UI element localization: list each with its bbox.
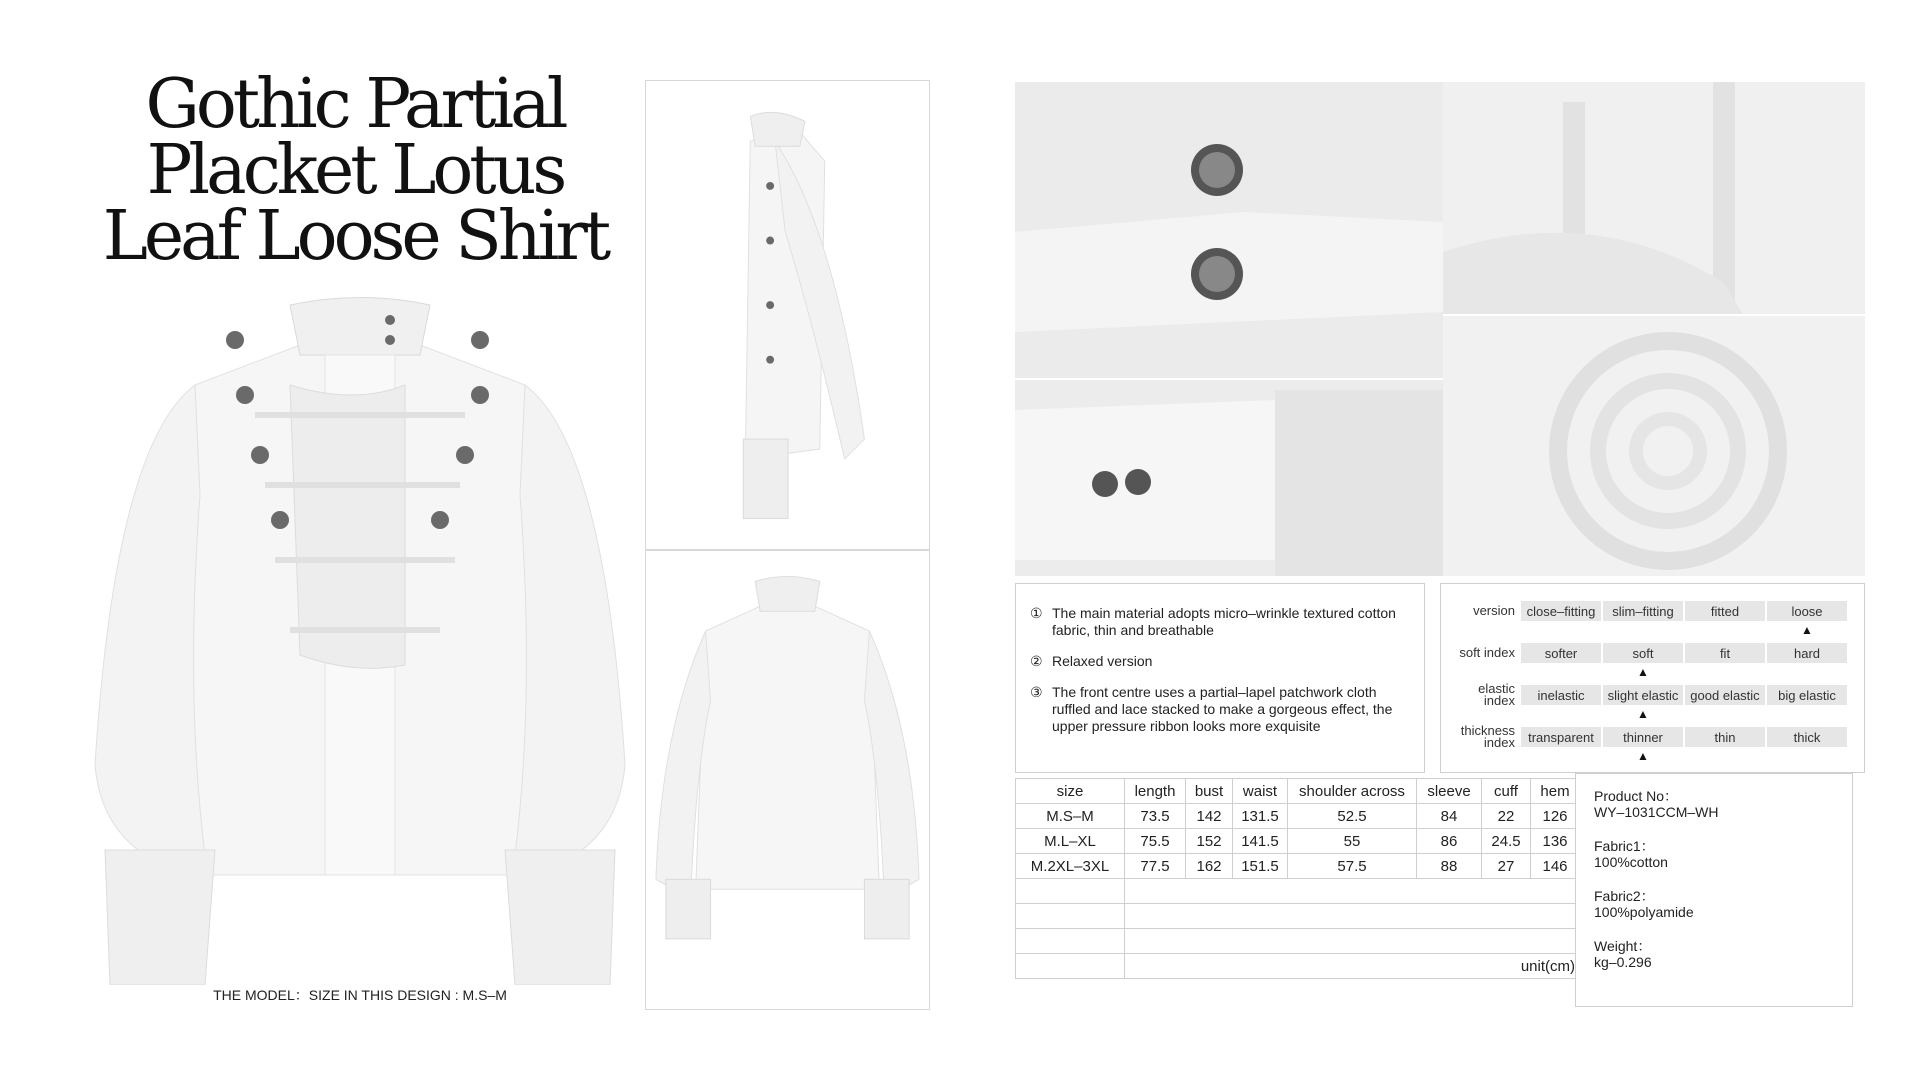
- feature-text: Relaxed version: [1052, 653, 1153, 669]
- weight: Weight： kg–0.296: [1594, 938, 1652, 970]
- column-header: cuff: [1482, 779, 1531, 804]
- title-line: Gothic Partial: [145, 65, 565, 144]
- index-option-selected: soft ▲: [1603, 643, 1683, 663]
- table-row-unit: [1016, 954, 1580, 979]
- selected-marker-icon: ▲: [1637, 749, 1649, 763]
- table-row-empty: [1016, 929, 1580, 954]
- fabric-swirl-photo: [1443, 316, 1865, 576]
- title-line: Leaf Loose Shirt: [102, 197, 608, 276]
- index-option: transparent: [1521, 727, 1601, 747]
- index-option: slim–fitting: [1603, 601, 1683, 621]
- column-header: length: [1125, 779, 1186, 804]
- index-option: thick: [1767, 727, 1847, 747]
- index-option: inelastic: [1521, 685, 1601, 705]
- index-row-version: [1445, 590, 1849, 637]
- fabric1: Fabric1： 100%cotton: [1594, 838, 1668, 870]
- size-header-row: [1016, 779, 1580, 804]
- features-list: [1030, 605, 1415, 749]
- index-option-selected: loose ▲: [1767, 601, 1847, 621]
- index-row-soft: [1445, 632, 1849, 679]
- index-option: fit: [1685, 643, 1765, 663]
- index-option-selected: slight elastic ▲: [1603, 685, 1683, 705]
- column-header: waist: [1233, 779, 1288, 804]
- index-option: softer: [1521, 643, 1601, 663]
- index-label: soft index: [1459, 645, 1515, 660]
- table-row: M.S–M 73.5 142 131.5 52.5 84 22 126: [1016, 804, 1580, 829]
- product-spec-box: [1575, 773, 1853, 1007]
- index-option: good elastic: [1685, 685, 1765, 705]
- metal-button-icon: [1191, 144, 1243, 196]
- feature-number: ②: [1030, 653, 1043, 669]
- column-header: shoulder across: [1288, 779, 1417, 804]
- unit-label: unit(cm): [1125, 954, 1580, 979]
- index-option: big elastic: [1767, 685, 1847, 705]
- shirt-front-image: [85, 295, 635, 985]
- ruffle-lace-detail-photo: [1443, 82, 1865, 314]
- size-table: [1015, 778, 1580, 979]
- index-option: fitted: [1685, 601, 1765, 621]
- index-row-elastic: [1445, 674, 1849, 721]
- selected-marker-icon: ▲: [1801, 623, 1813, 637]
- button-detail-photo: [1015, 82, 1443, 378]
- feature-text: The front centre uses a partial–lapel patchwork cloth ruffled and lace stacked to make a gorgeous effect, the upper pressure ribbon looks more exquisite: [1052, 684, 1393, 734]
- feature-item: [1030, 605, 1415, 639]
- shirt-side-image: [646, 81, 929, 549]
- index-label: version: [1473, 603, 1515, 618]
- product-title: [95, 65, 615, 276]
- index-option: thin: [1685, 727, 1765, 747]
- size-table-wrap: [1015, 778, 1580, 979]
- column-header: sleeve: [1417, 779, 1482, 804]
- selected-marker-icon: ▲: [1637, 707, 1649, 721]
- index-label: thickness index: [1460, 723, 1515, 750]
- feature-item: [1030, 653, 1415, 670]
- side-view-panel: [645, 80, 930, 550]
- column-header: bust: [1186, 779, 1233, 804]
- shirt-back-image: [646, 551, 929, 1009]
- index-option: hard: [1767, 643, 1847, 663]
- column-header: hem: [1531, 779, 1580, 804]
- table-row-empty: [1016, 904, 1580, 929]
- column-header: size: [1016, 779, 1125, 804]
- feature-text: The main material adopts micro–wrinkle textured cotton fabric, thin and breathable: [1052, 605, 1396, 638]
- index-option-selected: thinner ▲: [1603, 727, 1683, 747]
- index-label: elastic index: [1478, 681, 1515, 708]
- feature-item: [1030, 684, 1415, 735]
- table-row: M.L–XL 75.5 152 141.5 55 86 24.5 136: [1016, 829, 1580, 854]
- index-row-thickness: [1445, 716, 1849, 763]
- back-view-panel: [645, 550, 930, 1010]
- feature-number: ①: [1030, 605, 1043, 621]
- fabric2: Fabric2： 100%polyamide: [1594, 888, 1694, 920]
- cuff-detail-photo: [1015, 380, 1443, 576]
- product-number: Product No： WY–1031CCM–WH: [1594, 788, 1719, 820]
- table-row: M.2XL–3XL 77.5 162 151.5 57.5 88 27 146: [1016, 854, 1580, 879]
- fit-index-table: [1445, 590, 1849, 763]
- model-size-caption: THE MODEL：SIZE IN THIS DESIGN : M.S–M: [213, 987, 507, 1003]
- index-option: close–fitting: [1521, 601, 1601, 621]
- title-line: Placket Lotus: [146, 131, 564, 210]
- selected-marker-icon: ▲: [1637, 665, 1649, 679]
- feature-number: ③: [1030, 684, 1043, 700]
- table-row-empty: [1016, 879, 1580, 904]
- metal-button-icon: [1191, 248, 1243, 300]
